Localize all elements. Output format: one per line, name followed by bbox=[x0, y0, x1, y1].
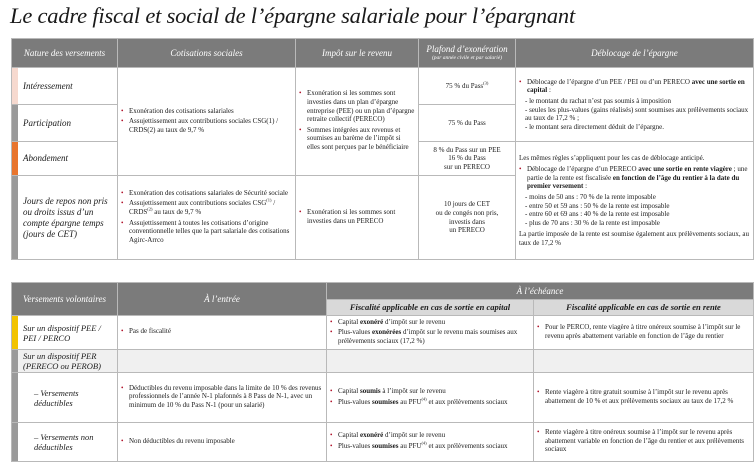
deblocage-cell-1 bbox=[516, 68, 754, 142]
row-label-non-deductibles: – Versements non déductibles bbox=[12, 423, 118, 462]
header-capital: Fiscalité applicable en cas de sortie en capital bbox=[327, 300, 534, 316]
capital-item: • Plus-values exonérées d’impôt sur le revenu mais soumises aux prélèvements sociaux (17,2 %) bbox=[330, 328, 530, 345]
page-title: Le cadre fiscal et social de l’épargne salariale pour l’épargnant bbox=[10, 3, 576, 28]
empty-cell bbox=[534, 350, 754, 373]
deblocage-dash: - moins de 50 ans : 70 % de la rente imposable bbox=[525, 192, 656, 201]
entree-cell-1 bbox=[118, 316, 327, 350]
row-label-per: Sur un dispositif PER (PERECO ou PEROB) bbox=[12, 350, 118, 373]
entree-cell-4 bbox=[118, 423, 327, 462]
row-label-jours: Jours de repos non pris ou droits issus d’un compte épargne temps (jours de CET) bbox=[12, 176, 118, 260]
deblocage-dash: - entre 60 et 69 ans : 40 % de la rente est imposable bbox=[525, 210, 670, 219]
deblocage-dash: - le montant sera directement déduit de l’épargne. bbox=[525, 122, 665, 131]
row-label-pee: Sur un dispositif PEE / PEI / PERCO bbox=[12, 316, 118, 350]
fiscal-social-table bbox=[11, 38, 754, 260]
entree-item: • Non déductibles du revenu imposable bbox=[121, 437, 323, 446]
rente-item: • Pour le PERCO, rente viagère à titre onéreux soumise à l’impôt sur le revenu après abattement variable en fonction de l’âge du rentier bbox=[537, 323, 750, 340]
header-echeance: À l’échéance bbox=[327, 283, 754, 300]
plafond-jours: 10 jours de CET ou de congés non pris, investis dans un PERECO bbox=[419, 176, 516, 260]
impot-item: • Exonération si les sommes sont investies dans un PERECO bbox=[299, 208, 415, 225]
header-rente: Fiscalité applicable en cas de sortie en rente bbox=[534, 300, 754, 316]
header-plafond-label: Plafond d’exonération bbox=[426, 44, 508, 54]
header-plafond-sub: (par année civile et par salarié) bbox=[431, 55, 503, 61]
capital-item: • Plus-values soumises au PFU$^{(4)}$ et aux prélèvements sociaux bbox=[330, 442, 530, 451]
header-versements: Versements volontaires bbox=[12, 283, 118, 316]
deblocage-item: • Déblocage de l’épargne d’un PERECO avec une sortie en rente viagère ; une partie de la rente est fiscalisée en fonction de l’âge du rentier à la date du premier versement : bbox=[519, 165, 750, 191]
plafond-interessement: 75 % du Pass$^{(3)}$ bbox=[419, 68, 516, 105]
cotisations-item: • Assujettissement à toutes les cotisations d’origine conventionnelle telles que la part salariale des cotisations Agirc-Arrco bbox=[121, 219, 292, 245]
deblocage-note: La partie imposée de la rente est soumise également aux prélèvements sociaux, au taux de 17,2 % bbox=[519, 230, 749, 247]
deblocage-cell-2 bbox=[516, 142, 754, 260]
row-label-deductibles: – Versements déductibles bbox=[12, 373, 118, 423]
empty-cell bbox=[118, 350, 327, 373]
impot-cell-1 bbox=[296, 68, 419, 176]
header-plafond bbox=[419, 39, 516, 68]
impot-cell-2 bbox=[296, 176, 419, 260]
plafond-participation: 75 % du Pass bbox=[419, 105, 516, 142]
cotisations-cell-1 bbox=[118, 68, 296, 176]
row-label-interessement: Intéressement bbox=[12, 68, 118, 105]
deblocage-dash: - seules les plus-values (gains réalisés) sont soumises aux prélèvements sociaux au taux de 17,2 % ; bbox=[525, 105, 749, 123]
entree-item: • Déductibles du revenu imposable dans la limite de 10 % des revenus professionnels de l’année N-1 plafonnés à 8 Pass de N-1, avec un minimum de 10 % du Pass N-1 (pour un salarié) bbox=[121, 384, 323, 410]
cotisations-item: • Assujettissement aux contributions sociales CSG(1) / CRDS(2) au taux de 9,7 % bbox=[121, 117, 292, 134]
capital-cell-4 bbox=[327, 423, 534, 462]
capital-item: • Capital exonéré d’impôt sur le revenu bbox=[330, 431, 530, 440]
cotisations-cell-2 bbox=[118, 176, 296, 260]
cotisations-item: • Exonération des cotisations salariales de Sécurité sociale bbox=[121, 189, 292, 198]
rente-cell-3 bbox=[534, 373, 754, 423]
header-entree: À l’entrée bbox=[118, 283, 327, 316]
rente-cell-1 bbox=[534, 316, 754, 350]
deblocage-item: • Déblocage de l’épargne d’un PEE / PEI ou d’un PERECO avec une sortie en capital : bbox=[519, 78, 750, 95]
cotisations-item: • Assujettissement aux contributions sociales CSG$^{(1)}$ / CRDS$^{(2)}$ au taux de 9,7 % bbox=[121, 199, 292, 216]
header-nature: Nature des versements bbox=[12, 39, 118, 68]
rente-item: • Rente viagère à titre gratuit soumise à l’impôt sur le revenu après abattement de 10 % et aux prélèvements sociaux au taux de 17,2 % bbox=[537, 388, 750, 405]
deblocage-dash: - plus de 70 ans : 30 % de la rente est imposable bbox=[525, 218, 660, 227]
empty-cell bbox=[327, 350, 534, 373]
capital-cell-3 bbox=[327, 373, 534, 423]
header-cotisations: Cotisations sociales bbox=[118, 39, 296, 68]
capital-item: • Capital exonéré d’impôt sur le revenu bbox=[330, 318, 530, 327]
capital-cell-1 bbox=[327, 316, 534, 350]
deblocage-note: Les mêmes règles s’appliquent pour les cas de déblocage anticipé. bbox=[519, 153, 705, 162]
row-label-abondement: Abondement bbox=[12, 142, 118, 176]
header-deblocage: Déblocage de l’épargne bbox=[516, 39, 754, 68]
header-impot: Impôt sur le revenu bbox=[296, 39, 419, 68]
capital-item: • Capital soumis à l’impôt sur le revenu bbox=[330, 387, 530, 396]
capital-item: • Plus-values soumises au PFU$^{(4)}$ et aux prélèvements sociaux bbox=[330, 398, 530, 407]
entree-item: • Pas de fiscalité bbox=[121, 327, 323, 336]
deblocage-dash: - le montant du rachat n’est pas soumis à imposition bbox=[525, 96, 672, 105]
rente-item: • Rente viagère à titre onéreux soumise à l’impôt sur le revenu après abattement variable en fonction de l’âge du rentier et aux prélèvements sociaux bbox=[537, 428, 750, 454]
versements-volontaires-table bbox=[11, 282, 754, 462]
plafond-abondement: 8 % du Pass sur un PEE 16 % du Pass sur un PERECO bbox=[419, 142, 516, 176]
rente-cell-4 bbox=[534, 423, 754, 462]
deblocage-dash: - entre 50 et 59 ans : 50 % de la rente est imposable bbox=[525, 201, 670, 210]
row-label-participation: Participation bbox=[12, 105, 118, 142]
impot-item: • Exonération si les sommes sont investies dans un plan d’épargne entreprise (PEE) ou un plan d’épargne retraite collectif (PERECO) bbox=[299, 89, 415, 123]
impot-item: • Sommes intégrées aux revenus et soumises au barème de l’impôt si elles sont perçues par le bénéficiaire bbox=[299, 126, 415, 152]
cotisations-item: • Exonération des cotisations salariales bbox=[121, 107, 292, 116]
entree-cell-3 bbox=[118, 373, 327, 423]
